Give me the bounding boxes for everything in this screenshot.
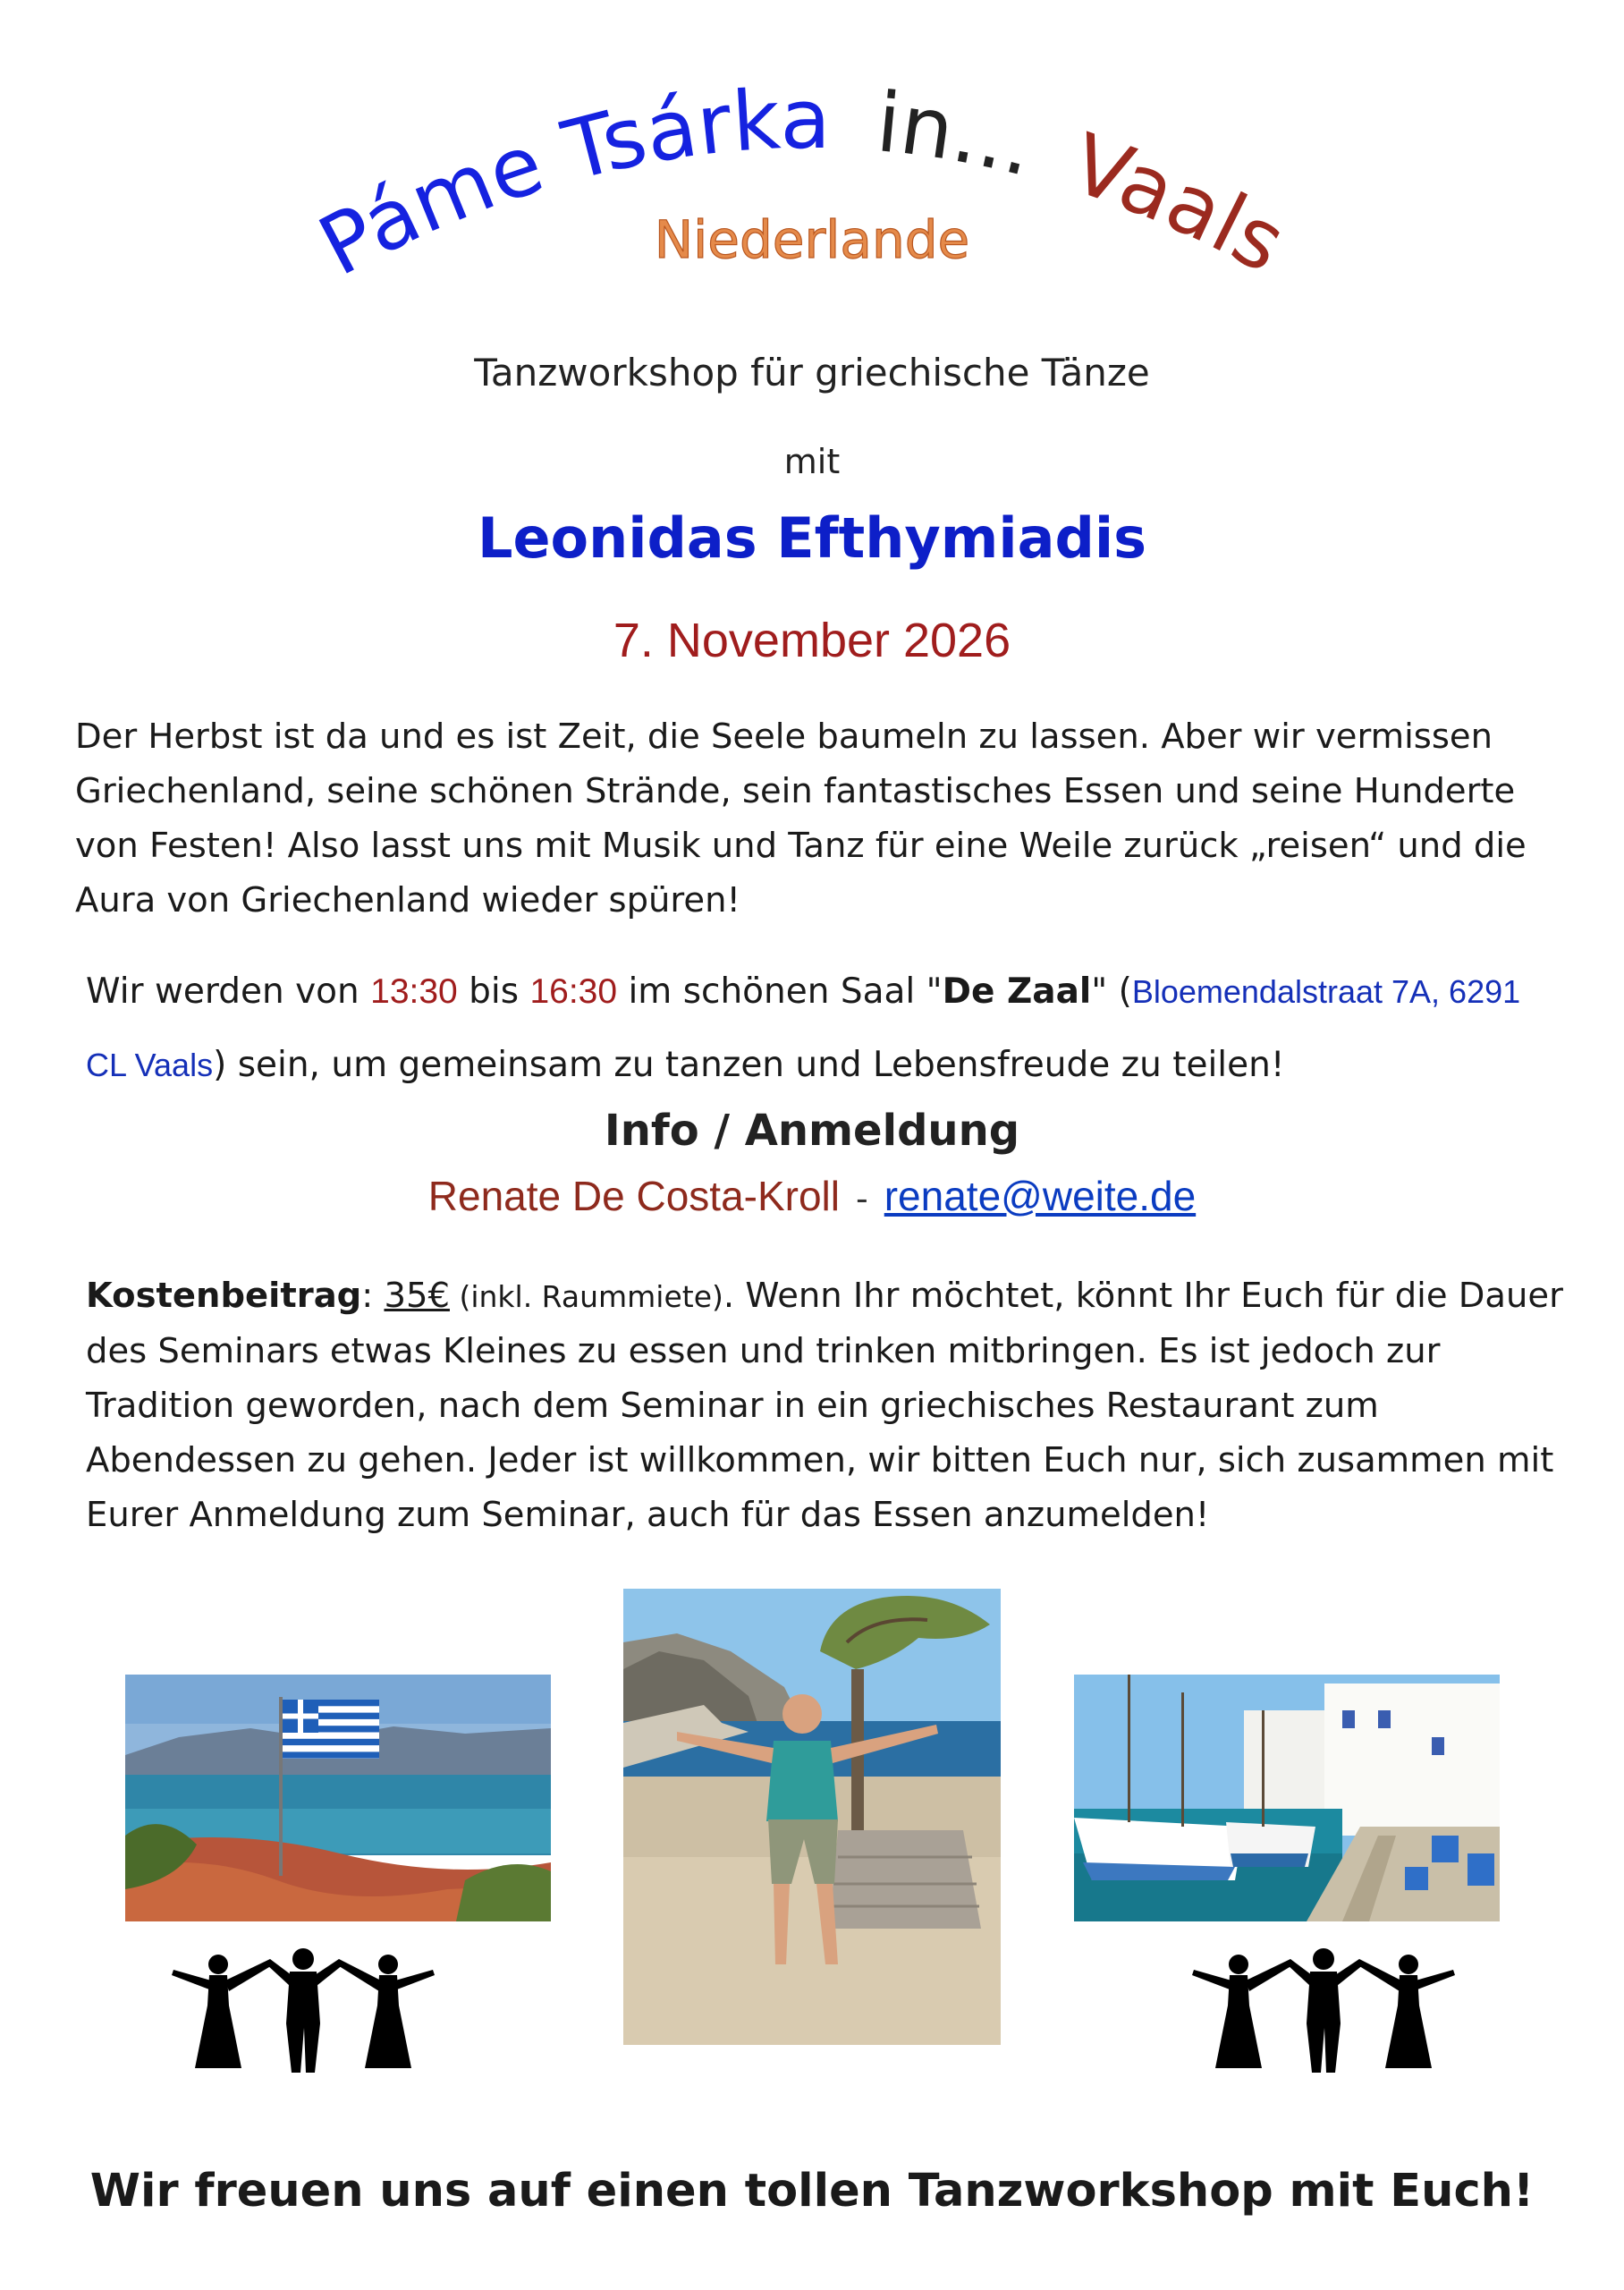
contact-line <box>0 1172 1624 1220</box>
end-time: 16:30 <box>529 972 618 1011</box>
costs-paragraph <box>86 1268 1570 1542</box>
event-date: 7. November 2026 <box>613 614 1011 667</box>
country-label: Niederlande <box>654 209 970 270</box>
costs-text: . Wenn Ihr möchtet, könnt Ihr Euch für die Dauer des Seminars etwas Kleines zu essen und trinken mitbringen. Es ist jedoch zur Tradition geworden, nach dem Seminar in ein griechisches Restaurant zum Abendessen zu gehen. Jeder ist willkommen, wir bitten Euch nur, sich zusammen mit Eurer Anmeldung zum Seminar, auch für das Essen anzumelden! <box>86 1276 1563 1535</box>
with-word: mit <box>783 442 841 481</box>
costs-label: Kostenbeitrag <box>86 1276 362 1316</box>
workshop-subtitle: Tanzworkshop für griechische Tänze <box>474 351 1150 394</box>
title-part-1: Páme Tsárka <box>304 71 831 295</box>
schedule-text: " ( <box>1091 971 1132 1012</box>
intro-paragraph: Der Herbst ist da und es ist Zeit, die Seele baumeln zu lassen. Aber wir vermissen Griechenland, seine schönen Strände, sein fantastisches Essen und seine Hunderte von Festen! Also lasst uns mit Musik und Tanz für eine Weile zurück „reisen“ und die Aura von Griechenland wieder spüren! <box>75 717 1527 920</box>
title-part-3: Vaals <box>1060 115 1301 292</box>
title-logo <box>0 54 1624 313</box>
schedule-text: bis <box>457 971 530 1012</box>
schedule-paragraph <box>86 955 1561 1102</box>
costs-colon: : <box>361 1276 385 1316</box>
costs-price-note: (inkl. Raummiete) <box>449 1279 723 1314</box>
costs-price: 35€ <box>384 1276 450 1316</box>
title-part-2: in... <box>873 74 1045 196</box>
leader-name: Leonidas Efthymiadis <box>478 505 1146 571</box>
greek-coast-photo <box>125 1675 551 1921</box>
schedule-text: Wir werden von <box>86 971 371 1012</box>
contact-separator: - <box>856 1179 868 1218</box>
closing-line: Wir freuen uns auf einen tollen Tanzworkshop mit Euch! <box>89 2165 1535 2218</box>
harbour-photo <box>1074 1675 1500 1921</box>
venue-name: De Zaal <box>942 971 1092 1012</box>
venue-address: Bloemendalstraat 7A, 6291 CL Vaals <box>86 973 1521 1083</box>
schedule-text: im schönen Saal " <box>617 971 943 1012</box>
dancers-silhouette-icon <box>1176 1943 1471 2077</box>
leader-photo <box>623 1589 1001 2045</box>
info-heading: Info / Anmeldung <box>604 1106 1020 1156</box>
contact-name: Renate De Costa-Kroll <box>427 1173 840 1219</box>
dancers-silhouette-icon <box>156 1943 451 2077</box>
start-time: 13:30 <box>370 972 458 1011</box>
email-link[interactable]: renate@weite.de <box>884 1173 1197 1219</box>
schedule-text: ) sein, um gemeinsam zu tanzen und Lebensfreude zu teilen! <box>213 1045 1285 1085</box>
